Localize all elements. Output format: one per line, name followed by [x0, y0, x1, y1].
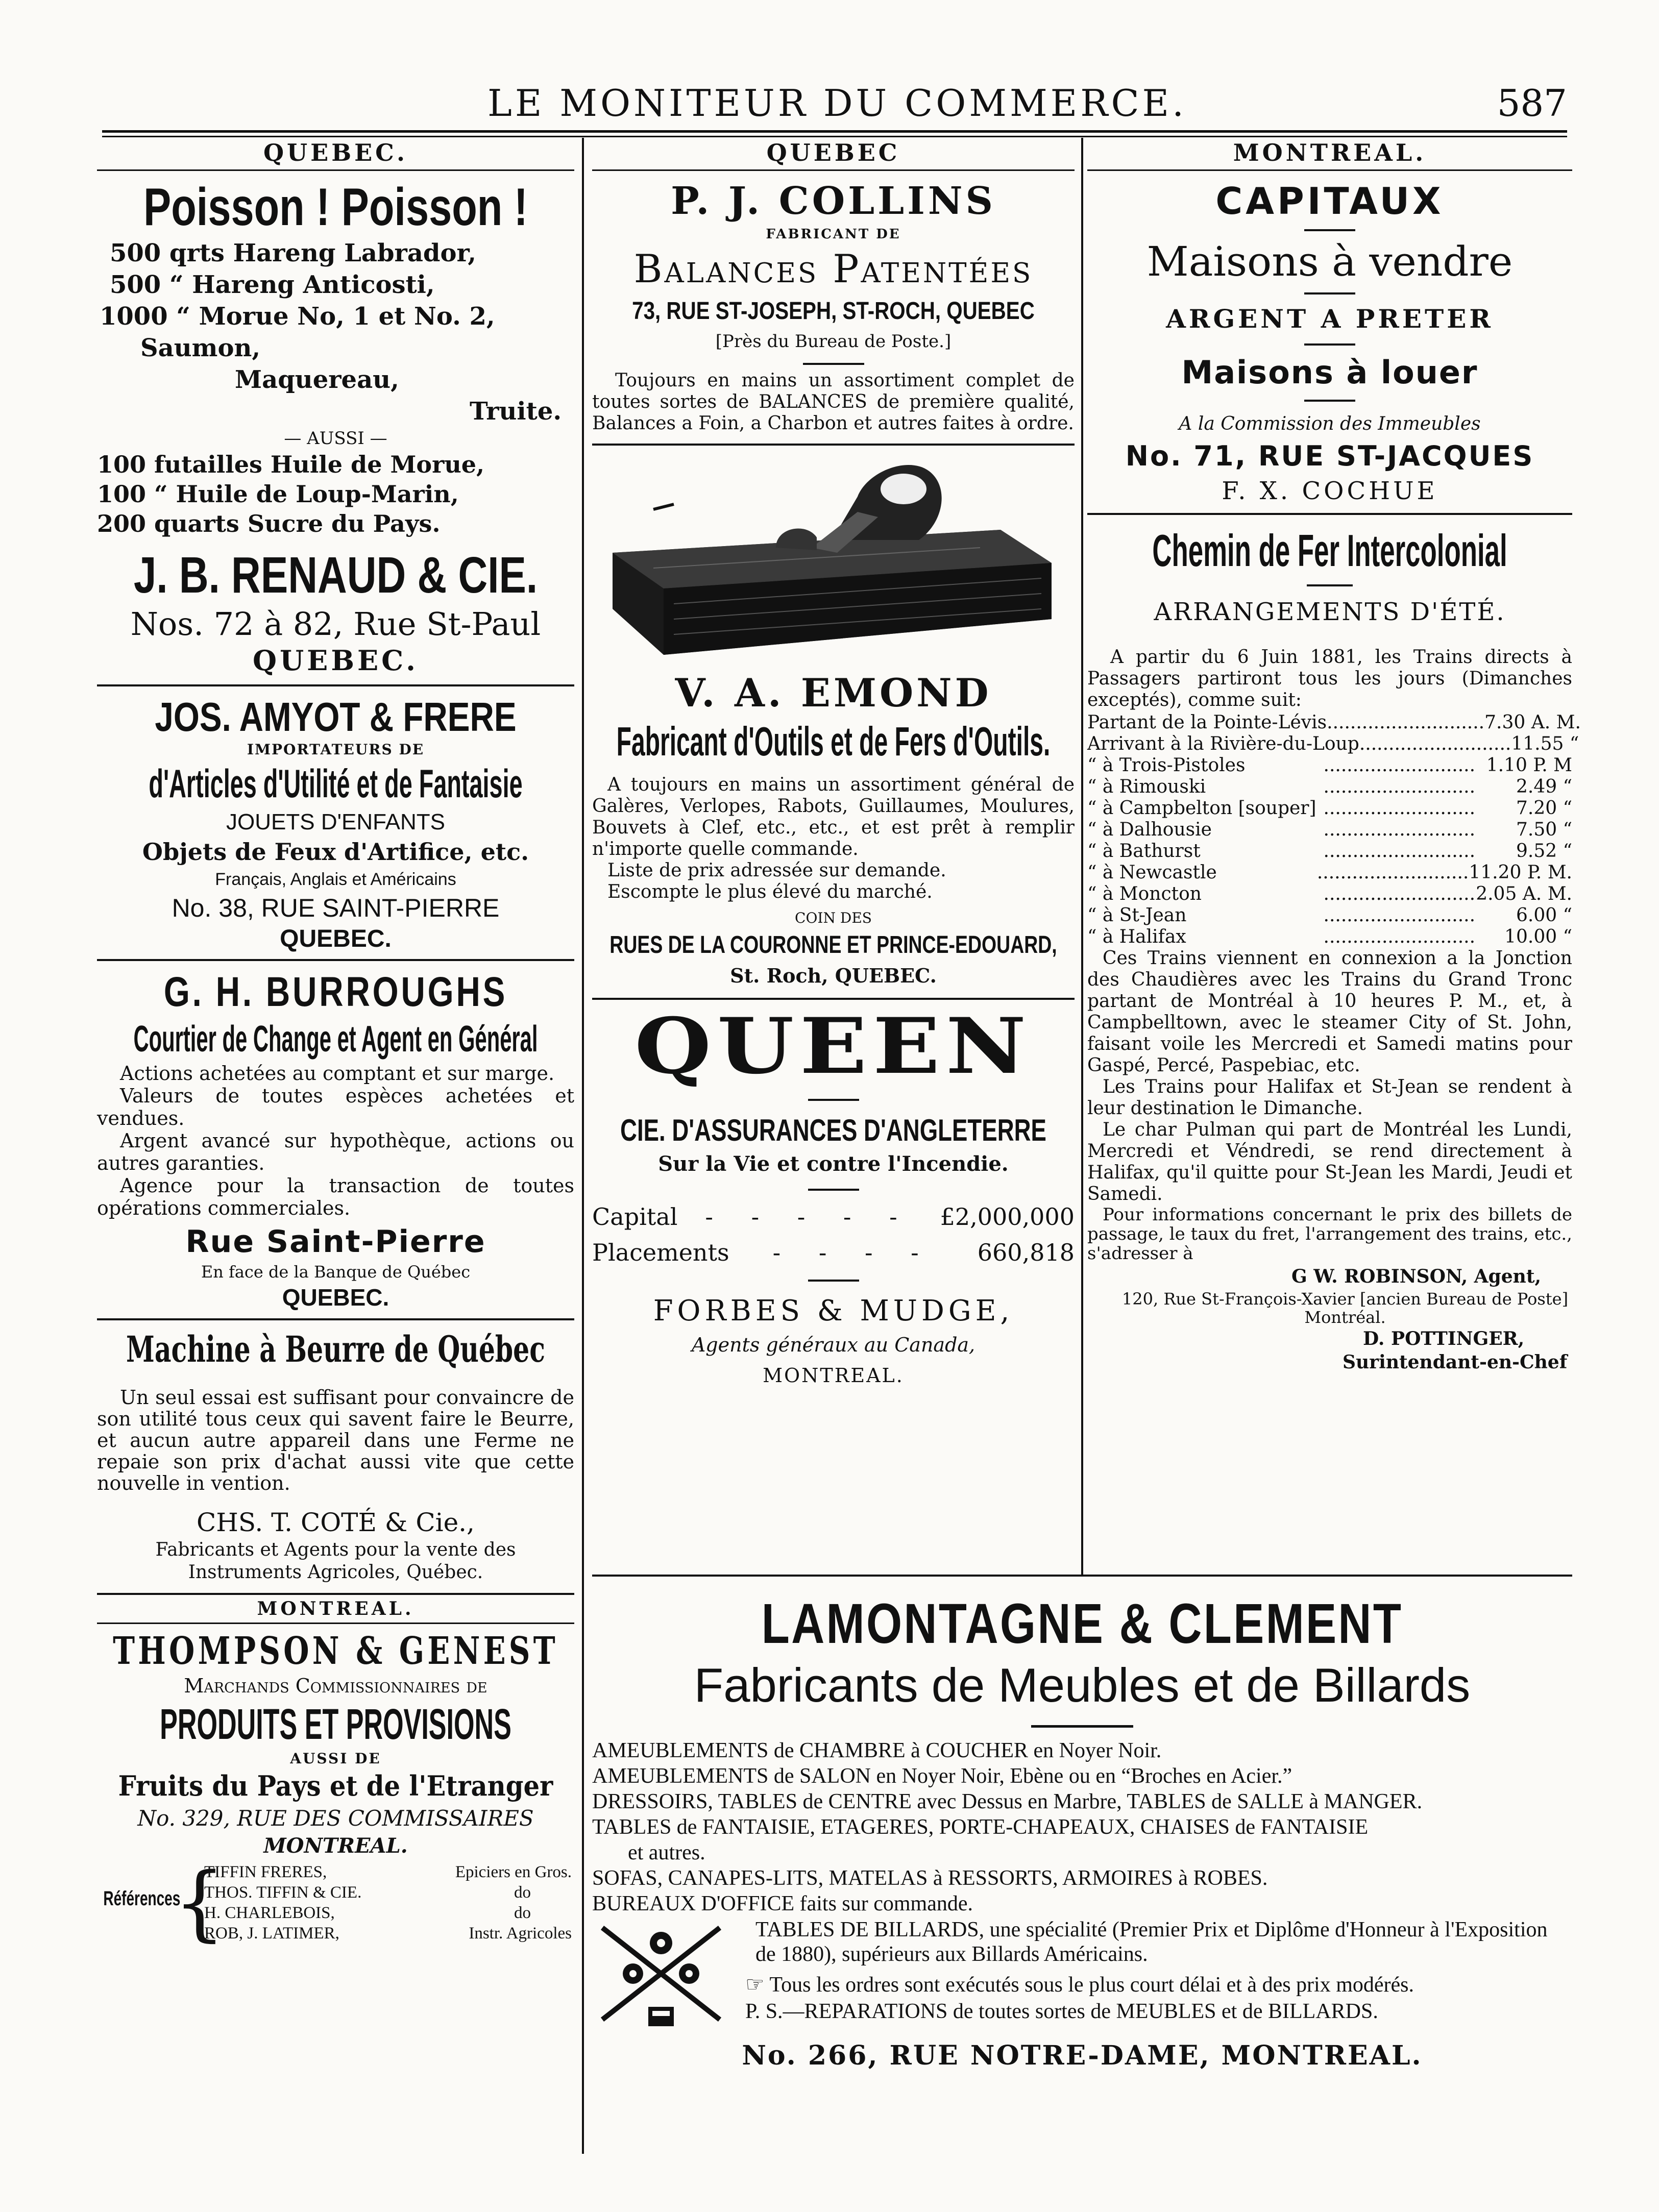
- timetable-time: 11.20 P. M.: [1469, 862, 1572, 883]
- agents-name: FORBES & MUDGE,: [653, 1294, 1014, 1328]
- reference-role: do: [514, 1883, 531, 1902]
- timetable-time: 7.20 “: [1516, 798, 1572, 819]
- ad-separator: [97, 684, 574, 686]
- timetable-place: “ à Bathurst: [1087, 841, 1201, 862]
- billiards-block: [592, 1918, 1572, 2035]
- stock-line: 100 “ Huile de Loup-Marin,: [97, 480, 459, 508]
- cochue-name: F. X. COCHUE: [1222, 477, 1438, 505]
- price-list-line: Liste de prix adressée sur demande.: [607, 860, 946, 881]
- masthead-rule-bottom: [102, 136, 1567, 137]
- insurer-coverage: Sur la Vie et contre l'Incendie.: [658, 1152, 1009, 1176]
- billiard-cues-icon: [592, 1918, 730, 2035]
- firm-city: QUEBEC.: [282, 1284, 389, 1311]
- ad-separator: [97, 1593, 574, 1595]
- ad-amyot: [97, 694, 574, 954]
- timetable-place: “ à Rimouski: [1087, 776, 1206, 797]
- furniture-list: [592, 1738, 1572, 1916]
- billiards-text: TABLES DE BILLARDS, une spécialité (Premier Prix et Diplôme d'Honneur à l'Exposition de 1880), supérieurs aux Billards Américains.: [755, 1918, 1548, 1966]
- reference-row: [204, 1923, 572, 1944]
- ad-text: Toujours en mains un assortiment complet de toutes sortes de BALANCES de première qualité, Balances a Foin, a Charbon et autres faites à ordre.: [592, 370, 1075, 434]
- ad-title: Poisson ! Poisson !: [143, 178, 528, 237]
- capital-value: £2,000,000: [940, 1203, 1075, 1231]
- ad-collins: [592, 178, 1075, 434]
- leader-dashes: - - - -: [772, 1239, 934, 1266]
- column-divider-2: [1081, 138, 1083, 1575]
- railway-paragraph: Pour informations concernant le prix des billets de passage, le taux du fret, l'arrangement des trains, etc., s'adresser à: [1087, 1205, 1572, 1264]
- timetable-row: [1087, 841, 1572, 862]
- maisons-vendre: Maisons à vendre: [1146, 238, 1513, 285]
- short-rule: [808, 1099, 859, 1101]
- ad-renaud: [97, 177, 574, 677]
- short-rule: [1304, 292, 1355, 294]
- railway-title: Chemin de Fer Intercolonial: [1152, 525, 1507, 576]
- stock-line: Saumon,: [140, 334, 261, 362]
- bottom-ad-rule: [592, 1575, 1572, 1577]
- reference-name: ROB, J. LATIMER,: [204, 1924, 339, 1943]
- timetable-row: [1087, 926, 1572, 948]
- section-header-quebec: QUEBEC: [766, 139, 900, 166]
- reference-role: Epiciers en Gros.: [455, 1863, 572, 1881]
- reference-role: Instr. Agricoles: [469, 1924, 572, 1943]
- ps-line: P. S.—REPARATIONS de toutes sortes de MEUBLES et de BILLARDS.: [745, 2000, 1378, 2023]
- railway-agent: G W. ROBINSON, Agent,: [1291, 1266, 1541, 1287]
- reference-role: do: [514, 1904, 531, 1922]
- header-rule: [97, 169, 574, 171]
- timetable-time: 7.30 A. M.: [1484, 712, 1581, 733]
- discount-line: Escompte le plus élevé du marché.: [607, 881, 933, 902]
- header-rule: [592, 169, 1075, 171]
- orders-text: Tous les ordres sont exécutés sous le plus court délai et à des prix modérés.: [769, 1973, 1414, 1997]
- firm-specialty: d'Articles d'Utilité et de Fantaisie: [149, 761, 523, 806]
- railway-paragraph: Le char Pulman qui part de Montréal les Lundi, Mercredi et Véndredi, se rend directement à Halifax, qu'il quitte pour St-Jean les Mardi, Jeudi et Samedi.: [1087, 1119, 1572, 1205]
- ad-thompson: [97, 1629, 574, 1949]
- hand-plane-illustration: [592, 451, 1075, 665]
- column-divider-1-lower: [582, 1587, 584, 2154]
- ad-emond: [592, 451, 1075, 991]
- ad-chemin-de-fer: [1087, 524, 1581, 1373]
- short-rule: [803, 363, 864, 365]
- firm-address: No. 266, RUE NOTRE-DAME, MONTREAL.: [742, 2040, 1423, 2071]
- timetable-time: 6.00 “: [1516, 905, 1572, 926]
- leader-dots: ..........................: [1323, 905, 1476, 926]
- column-divider-1: [582, 138, 584, 1587]
- agents-sub: Agents généraux au Canada,: [691, 1334, 975, 1356]
- ad-queen: [592, 1001, 1075, 1391]
- reference-name: TIFFIN FRERES,: [204, 1863, 327, 1881]
- leader-dots: ..........................: [1323, 883, 1476, 904]
- agents-city: MONTREAL.: [763, 1364, 904, 1387]
- argent-preter: ARGENT A PRETER: [1166, 304, 1494, 334]
- firm-address: Nos. 72 à 82, Rue St-Paul: [130, 605, 541, 643]
- timetable-place: “ à Moncton: [1087, 883, 1202, 904]
- page-number: 587: [1497, 82, 1567, 125]
- firm-name: THOMPSON & GENEST: [113, 1629, 558, 1673]
- masthead: [107, 77, 1567, 133]
- ad-lamontagne: [592, 1592, 1572, 2074]
- firm-city: QUEBEC.: [280, 925, 392, 952]
- stock-line: Maquereau,: [235, 365, 399, 394]
- ad-separator: [97, 1318, 574, 1320]
- aussi-label: — AUSSI —: [284, 428, 387, 449]
- aussi-label: AUSSI DE: [290, 1750, 381, 1767]
- ad-text: A toujours en mains un assortiment général de Galères, Verlopes, Rabots, Guillaumes, Moulures, Bouvets à Clef, etc., etc., et est prêt à remplir n'importe quelle commande.: [592, 774, 1075, 859]
- service-item: Argent avancé sur hypothèque, actions ou autres garanties.: [97, 1129, 574, 1174]
- furniture-line: AMEUBLEMENTS de SALON en Noyer Noir, Ebène ou en “Broches en Acier.”: [592, 1764, 1292, 1788]
- short-rule: [1307, 584, 1353, 586]
- firm-specialty: PRODUITS ET PROVISIONS: [160, 1700, 511, 1748]
- orders-line: [745, 1973, 1572, 1997]
- firm-address: RUES DE LA COURONNE ET PRINCE-EDOUARD,: [609, 931, 1057, 958]
- timetable-place: “ à Halifax: [1087, 926, 1186, 947]
- furniture-line: TABLES de FANTAISIE, ETAGERES, PORTE-CHAPEAUX, CHAISES de FANTAISIE: [592, 1815, 1369, 1839]
- commission-line: A la Commission des Immeubles: [1179, 413, 1481, 434]
- timetable-time: 11.55 “: [1511, 733, 1579, 754]
- firm-name: JOS. AMYOT & FRERE: [155, 694, 517, 740]
- furniture-line: AMEUBLEMENTS de CHAMBRE à COUCHER en Noyer Noir.: [592, 1739, 1162, 1762]
- railway-paragraph: Les Trains pour Halifax et St-Jean se rendent à leur destination le Dimanche.: [1087, 1076, 1572, 1119]
- short-rule: [1031, 1725, 1133, 1728]
- service-item: Actions achetées au comptant et sur marge.: [120, 1062, 555, 1085]
- furniture-line: et autres.: [628, 1841, 705, 1864]
- timetable-row: [1087, 862, 1572, 883]
- timetable-row: [1087, 712, 1581, 733]
- timetable-time: 9.52 “: [1516, 841, 1572, 862]
- reference-name: H. CHARLEBOIS,: [204, 1904, 335, 1922]
- railway-paragraph: Ces Trains viennent en connexion a la Jonction des Chaudières avec les Trains du Grand Tronc partant de Montréal à 10 heures P. M., et, à Campbelltown, avec le steamer City of St. John, faisant voile les Mercredi et Samedi matins pour Gaspé, Percé, Paspebiac, etc.: [1087, 948, 1572, 1076]
- reference-row: [204, 1882, 572, 1903]
- leader-dots: ..........................: [1323, 755, 1476, 776]
- timetable-time: 1.10 P. M: [1486, 755, 1572, 776]
- street-name: Rue Saint-Pierre: [185, 1224, 486, 1260]
- timetable-row: [1087, 798, 1572, 819]
- references-label: Références: [103, 1887, 181, 1910]
- jouets-line: JOUETS D'ENFANTS: [226, 809, 445, 834]
- short-rule: [1304, 400, 1355, 402]
- firm-city: MONTREAL.: [263, 1834, 408, 1858]
- ad-text: Un seul essai est suffisant pour convaincre de son utilité tous ceux qui savent faire le Beurre, et aucun autre appareil dans une Ferme ne repaie son prix d'achat aussi vite que cette nouvelle in vention.: [97, 1386, 574, 1494]
- section-header-quebec: QUEBEC.: [263, 139, 408, 166]
- stock-line: 100 futailles Huile de Morue,: [97, 451, 485, 478]
- firm-address: No. 38, RUE SAINT-PIERRE: [172, 894, 500, 922]
- section-header-montreal: MONTREAL.: [1233, 139, 1427, 166]
- leader-dots: ..........................: [1332, 712, 1485, 733]
- masthead-rule-top: [102, 130, 1567, 133]
- maisons-louer: Maisons à louer: [1181, 354, 1478, 391]
- railway-agent-address: 120, Rue St-François-Xavier [ancien Bureau de Poste] Montréal.: [1121, 1289, 1569, 1327]
- firm-name: LAMONTAGNE & CLEMENT: [761, 1592, 1403, 1655]
- masthead-title: LE MONITEUR DU COMMERCE.: [487, 82, 1187, 125]
- pointing-hand-icon: ☞: [745, 1973, 765, 1997]
- firm-city: St. Roch, QUEBEC.: [730, 964, 937, 987]
- reference-name: THOS. TIFFIN & CIE.: [204, 1883, 362, 1902]
- timetable-place: “ à Campbelton [souper]: [1087, 798, 1316, 819]
- short-rule: [1304, 229, 1355, 231]
- leader-dots: ..........................: [1323, 819, 1476, 840]
- timetable-place: Arrivant à la Rivière-du-Loup: [1087, 733, 1359, 754]
- leader-dots: ..........................: [1323, 841, 1476, 862]
- firm-subtitle: IMPORTATEURS DE: [247, 741, 425, 758]
- leader-dots: ..........................: [1323, 926, 1476, 947]
- insurer-company: CIE. D'ASSURANCES D'ANGLETERRE: [620, 1113, 1046, 1147]
- firm-city: QUEBEC.: [253, 644, 419, 677]
- reference-row: [204, 1862, 572, 1882]
- firm-product: Balances Patentées: [633, 246, 1033, 291]
- near-line: [Près du Bureau de Poste.]: [715, 331, 952, 352]
- railway-subtitle: ARRANGEMENTS D'ÉTÉ.: [1154, 598, 1506, 626]
- ad-cochue: [1087, 178, 1572, 507]
- timetable-row: [1087, 819, 1572, 841]
- timetable-time: 2.05 A. M.: [1476, 883, 1572, 904]
- ad-separator: [592, 998, 1075, 1000]
- ad-separator: [592, 444, 1075, 446]
- service-item: Agence pour la transaction de toutes opérations commerciales.: [97, 1174, 574, 1219]
- leader-dots: ..........................: [1323, 798, 1476, 819]
- header-rule: [1087, 169, 1572, 171]
- leader-dots: ..........................: [1323, 776, 1476, 797]
- ad-burroughs: [97, 968, 574, 1312]
- hand-plane-icon: [613, 465, 1052, 655]
- firm-subtitle: FABRICANT DE: [766, 227, 901, 242]
- ad-title: Machine à Beurre de Québec: [126, 1328, 545, 1370]
- leader-dots: ..........................: [1359, 733, 1511, 754]
- firm-address: No. 329, RUE DES COMMISSAIRES: [137, 1806, 534, 1831]
- furniture-line: SOFAS, CANAPES-LITS, MATELAS à RESSORTS, ARMOIRES à ROBES.: [592, 1866, 1268, 1890]
- short-rule: [808, 1189, 859, 1191]
- timetable: [1087, 712, 1581, 948]
- firm-role: Courtier de Change et Agent en Général: [133, 1019, 538, 1060]
- railway-superintendent-role: Surintendant-en-Chef: [1343, 1351, 1568, 1373]
- firm-name: J. B. RENAUD & CIE.: [133, 547, 538, 604]
- timetable-time: 10.00 “: [1504, 926, 1572, 947]
- railway-intro: A partir du 6 Juin 1881, les Trains directs à Passagers partiront tous les jours (Dimanches exceptés), comme suit:: [1087, 647, 1572, 710]
- firm-role: Fabricant d'Outils et de Fers d'Outils.: [616, 719, 1051, 764]
- timetable-row: [1087, 883, 1572, 905]
- railway-superintendent: D. POTTINGER,: [1363, 1328, 1525, 1349]
- timetable-row: [1087, 776, 1572, 798]
- firm-name: G. H. BURROUGHS: [163, 969, 508, 1015]
- stock-line: Truite.: [470, 397, 562, 426]
- capital-row: [592, 1199, 1075, 1235]
- leader-dashes: - - - - -: [705, 1203, 913, 1231]
- cochue-address: No. 71, RUE ST-JACQUES: [1125, 440, 1534, 472]
- firm-name: V. A. EMOND: [675, 670, 992, 716]
- timetable-row: [1087, 755, 1572, 776]
- timetable-place: “ à St-Jean: [1087, 905, 1187, 926]
- placements-label: Placements: [592, 1239, 729, 1266]
- placements-value: 660,818: [977, 1239, 1075, 1266]
- references: [97, 1855, 574, 1950]
- column-left: [97, 138, 574, 1949]
- header-rule: [97, 1623, 574, 1624]
- ad-separator: [97, 959, 574, 961]
- column-right: [1087, 138, 1581, 1373]
- firm-name: CHS. T. COTÉ & Cie.,: [197, 1508, 475, 1537]
- placements-row: [592, 1235, 1075, 1270]
- timetable-place: Partant de la Pointe-Lévis.: [1087, 712, 1333, 733]
- capitaux-heading: CAPITAUX: [1215, 180, 1444, 223]
- leader-dots: ..........................: [1316, 862, 1469, 883]
- furniture-line: BUREAUX D'OFFICE faits sur commande.: [592, 1892, 973, 1915]
- section-header-montreal: MONTREAL.: [257, 1598, 414, 1619]
- ad-separator: [1087, 513, 1572, 515]
- insurer-name: QUEEN: [635, 1001, 1032, 1091]
- timetable-row: [1087, 905, 1572, 926]
- timetable-row: [1087, 733, 1579, 755]
- timetable-place: “ à Newcastle: [1087, 862, 1217, 883]
- reference-row: [204, 1903, 572, 1923]
- fruits-line: Fruits du Pays et de l'Etranger: [118, 1769, 553, 1802]
- timetable-time: 7.50 “: [1516, 819, 1572, 840]
- timetable-place: “ à Trois-Pistoles: [1087, 755, 1246, 776]
- firm-name: P. J. COLLINS: [671, 179, 996, 223]
- short-rule: [808, 1280, 859, 1282]
- coin-label: COIN DES: [795, 910, 872, 926]
- firm-role: Fabricants de Meubles et de Billards: [694, 1658, 1471, 1712]
- firm-desc: Fabricants et Agents pour la vente des Instruments Agricoles, Québec.: [155, 1539, 516, 1583]
- short-rule: [1304, 343, 1355, 346]
- origins-line: Français, Anglais et Américains: [215, 870, 456, 889]
- capital-label: Capital: [592, 1203, 678, 1231]
- stock-line: 500 qrts Hareng Labrador,: [110, 239, 477, 267]
- brace: {: [174, 1855, 226, 1950]
- stock-line: 200 quarts Sucre du Pays.: [97, 510, 441, 537]
- facing-line: En face de la Banque de Québec: [201, 1262, 471, 1282]
- timetable-time: 2.49 “: [1516, 776, 1572, 797]
- firm-address: 73, RUE ST-JOSEPH, ST-ROCH, QUEBEC: [632, 298, 1035, 325]
- furniture-line: DRESSOIRS, TABLES de CENTRE avec Dessus en Marbre, TABLES de SALLE à MANGER.: [592, 1790, 1423, 1813]
- firm-subtitle: Marchands Commissionnaires de: [184, 1675, 487, 1697]
- stock-line: 500 “ Hareng Anticosti,: [110, 271, 435, 299]
- column-middle: [592, 138, 1075, 1391]
- service-item: Valeurs de toutes espèces achetées et vendues.: [97, 1085, 574, 1129]
- objets-line: Objets de Feux d'Artifice, etc.: [142, 838, 529, 866]
- ad-beurre: [97, 1328, 574, 1584]
- timetable-place: “ à Dalhousie: [1087, 819, 1212, 840]
- stock-line: 1000 “ Morue No, 1 et No. 2,: [100, 302, 495, 331]
